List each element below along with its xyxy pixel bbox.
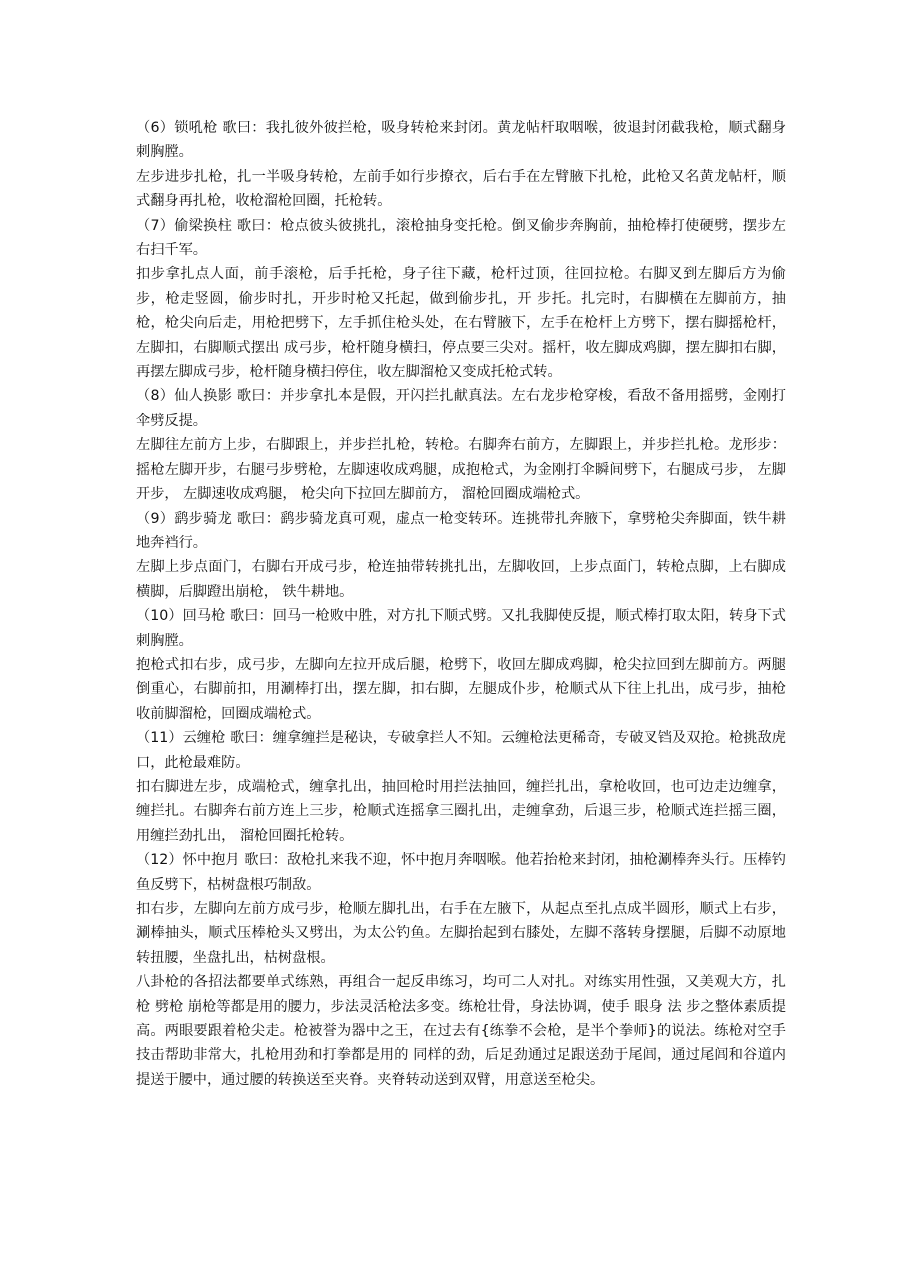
paragraph-14: 扣右步，左脚向左前方成弓步，枪顺左脚扎出，右手在左腋下，从起点至扎点成半圆形，顺式上右步，涮棒抽头，顺式压棒枪头又劈出，为太公钓鱼。左脚抬起到右膝处，左脚不落转身摆腿，后脚不动原地转扭腰，坐盘扎出，枯树盘根。 <box>136 901 786 966</box>
paragraph-11: （11）云缠枪 歌曰：缠拿缠拦是秘诀，专破拿拦人不知。云缠枪法更稀奇，专破叉铛及双抢。枪挑敌虎口，此枪最难防。 <box>136 730 786 771</box>
paragraph-2: 左步进步扎枪，扎一半吸身转枪，左前手如行步撩衣，后右手在左臂腋下扎枪，此枪又名黄龙帖杆，顺式翻身再扎枪，收枪溜枪回圈，托枪转。 <box>136 168 786 210</box>
paragraph-15: 八卦枪的各招法都要单式练熟，再组合一起反串练习，均可二人对扎。对练实用性强，又美观大方，扎枪 劈枪 崩枪等都是用的腰力，步法灵活枪法多变。练枪壮骨，身法协调，使手 眼身 法 步之整体素质提高。两眼要跟着枪尖走。枪被誉为器中之王，在过去有{练拳不会枪，是半个拳师}的说法。练枪对空手技击帮助非常大，扎枪用劲和打拳都是用的 同样的劲，后足劲通过足跟送劲于尾闾，通过尾闾和谷道内提送于腰中，通过腰的转换送至夹脊。夹脊转动送到双臂，用意送至枪尖。 <box>136 974 786 1088</box>
paragraph-3: （7）偷梁换柱 歌曰：枪点彼头彼挑扎，滚枪抽身变托枪。倒叉偷步奔胸前，抽枪棒打使硬劈，摆步左右扫千军。 <box>136 217 786 259</box>
paragraph-5: （8）仙人换影 歌曰：并步拿扎本是假，开闪拦扎献真法。左右龙步枪穿梭，看敌不备用摇劈，金刚打伞劈反提。 <box>136 388 786 429</box>
paragraph-1: （6）锁吼枪 歌曰：我扎彼外彼拦枪，吸身转枪来封闭。黄龙帖杆取咽喉，彼退封闭截我枪，顺式翻身刺胸膛。 <box>136 120 786 161</box>
paragraph-8: 左脚上步点面门，右脚右开成弓步，枪连抽带转挑扎出，左脚收回，上步点面门，转枪点脚，上右脚成横脚，后脚蹬出崩枪， 铁牛耕地。 <box>136 559 786 600</box>
paragraph-7: （9）鹞步骑龙 歌曰：鹞步骑龙真可观，虚点一枪变转环。连挑带扎奔腋下，拿劈枪尖奔脚面，铁牛耕地奔裆行。 <box>136 510 786 551</box>
paragraph-10: 抱枪式扣右步，成弓步，左脚向左拉开成后腿，枪劈下，收回左脚成鸡脚，枪尖拉回到左脚前方。两腿倒重心，右脚前扣，用涮棒打出，摆左脚，扣右脚，左腿成仆步，枪顺式从下往上扎出，成弓步，抽枪收前脚溜枪，回圈成端枪式。 <box>136 656 786 722</box>
document-body <box>136 116 786 1092</box>
paragraph-12: 扣右脚进左步，成端枪式，缠拿扎出，抽回枪时用拦法抽回，缠拦扎出，拿枪收回，也可边走边缠拿，缠拦扎。右脚奔右前方连上三步，枪顺式连摇拿三圈扎出，走缠拿劲，后退三步，枪顺式连拦摇三圈， 用缠拦劲扎出， 溜枪回圈托枪转。 <box>136 778 786 844</box>
paragraph-4: 扣步拿扎点人面，前手滚枪，后手托枪，身子往下藏，枪杆过顶，往回拉枪。右脚叉到左脚后方为偷步，枪走竖圆，偷步时扎，开步时枪又托起，做到偷步扎，开 步托。扎完时，右脚横在左脚前方，抽枪，枪尖向后走，用枪把劈下，左手抓住枪头处，在右臂腋下，左手在枪杆上方劈下，摆右脚摇枪杆，左脚扣，右脚顺式摆出 成弓步，枪杆随身横扫，停点要三尖对。摇杆，收左脚成鸡脚，摆左脚扣右脚，再摆左脚成弓步，枪杆随身横扫停住，收左脚溜枪又变成托枪式转。 <box>136 266 786 381</box>
paragraph-6: 左脚往左前方上步，右脚跟上，并步拦扎枪，转枪。右脚奔右前方，左脚跟上，并步拦扎枪。龙形步：摇枪左脚开步，右腿弓步劈枪，左脚速收成鸡腿，成抱枪式，为金刚打伞瞬间劈下，右腿成弓步， 左脚开步， 左脚速收成鸡腿， 枪尖向下拉回左脚前方， 溜枪回圈成端枪式。 <box>136 437 786 503</box>
paragraph-9: （10）回马枪 歌曰：回马一枪败中胜，对方扎下顺式劈。又扎我脚使反提，顺式棒打取太阳，转身下式刺胸膛。 <box>136 608 786 649</box>
paragraph-13: （12）怀中抱月 歌曰：敌枪扎来我不迎，怀中抱月奔咽喉。他若抬枪来封闭，抽枪涮棒奔头行。压棒钓鱼反劈下，枯树盘根巧制敌。 <box>136 852 786 893</box>
